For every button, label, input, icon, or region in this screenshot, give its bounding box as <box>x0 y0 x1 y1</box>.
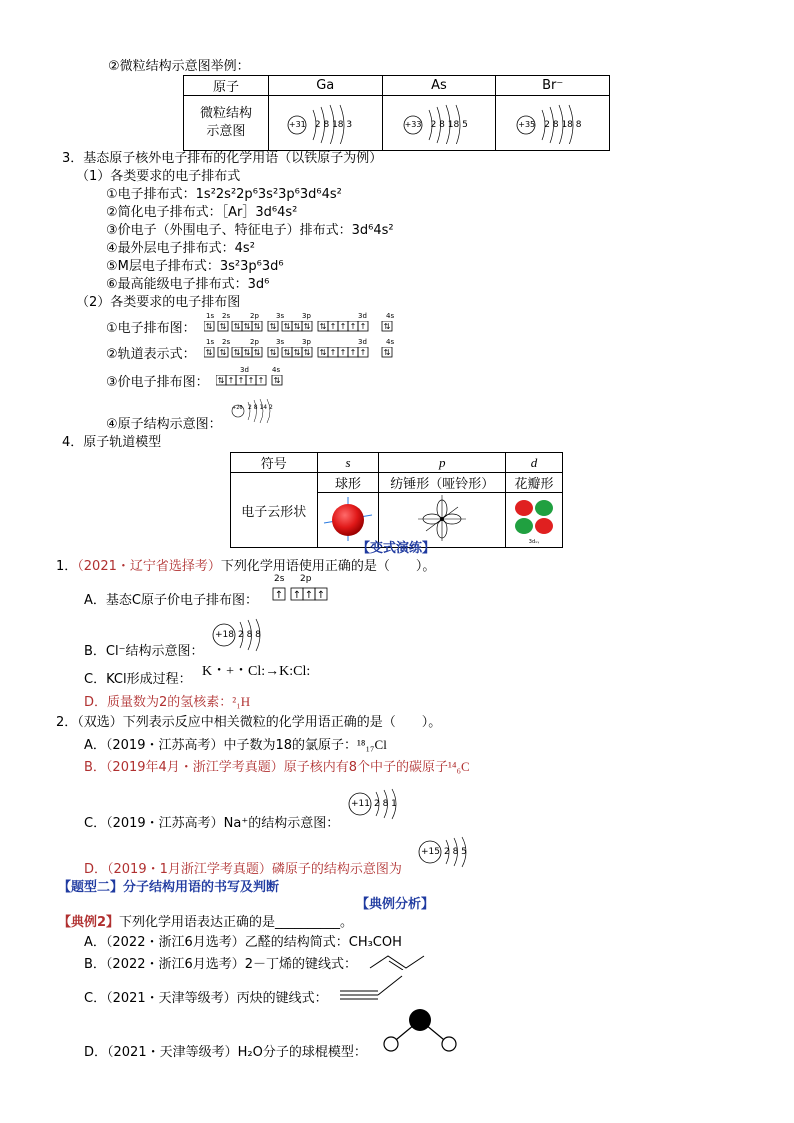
config-item-3: ③价电子（外围电子、特征电子）排布式：3d⁶4s² <box>106 223 394 238</box>
example-title: 【典例分析】 <box>356 897 435 912</box>
svg-text:⇅: ⇅ <box>383 322 391 331</box>
header-atom: 原子 <box>184 76 269 96</box>
svg-text:↑: ↑ <box>237 376 245 385</box>
ex2-stem: 【典例2】下列化学用语表达正确的是__________。 <box>58 915 354 930</box>
svg-text:↑: ↑ <box>349 322 357 331</box>
q1-option-b: B．Cl⁻结构示意图： <box>84 644 204 659</box>
svg-text:⇅: ⇅ <box>283 348 291 357</box>
header-diagram: 微粒结构示意图 <box>184 96 269 151</box>
config-item-1: ①电子排布式：1s²2s²2p⁶3s²3p⁶3d⁶4s² <box>106 187 342 202</box>
micro-section-title: ②微粒结构示意图举例： <box>108 59 250 74</box>
propyne-skeletal-formula <box>338 972 406 1002</box>
svg-text:↑: ↑ <box>292 590 302 601</box>
section3-sub2: （2）各类要求的电子排布图 <box>76 295 241 310</box>
svg-text:⇅: ⇅ <box>253 322 261 331</box>
atom-ga-name: Ga <box>268 76 382 96</box>
shape-s: 球形 <box>317 473 379 493</box>
config-item-6: ⑥最高能级电子排布式：3d⁶ <box>106 277 270 292</box>
q2-option-a: A．（2019・江苏高考）中子数为18的氯原子：¹⁸₁₇Cl <box>84 737 387 753</box>
svg-text:⇅: ⇅ <box>233 322 241 331</box>
header-s: s <box>317 453 379 473</box>
svg-text:⇅: ⇅ <box>243 348 251 357</box>
q1-option-d: D．质量数为2的氢核素：²₁H <box>84 694 251 710</box>
butene-skeletal-formula <box>368 952 428 970</box>
shape-p: 纺锤形（哑铃形） <box>379 473 506 493</box>
orbital-model-table <box>230 452 563 548</box>
diagram-label-1: ①电子排布图： <box>106 321 196 336</box>
svg-text:⇅: ⇅ <box>303 322 311 331</box>
svg-text:⇅: ⇅ <box>217 376 225 385</box>
practice-title: 【变式演练】 <box>357 541 436 556</box>
type2-title: 【题型二】分子结构用语的书写及判断 <box>58 880 280 895</box>
config-item-2: ②简化电子排布式：［Ar］3d⁶4s² <box>106 205 298 220</box>
diagram-label-4: ④原子结构示意图： <box>106 417 222 432</box>
ex2-option-d: D．（2021・天津等级考）H₂O分子的球棍模型： <box>84 1045 367 1060</box>
atom-as-name: As <box>382 76 496 96</box>
row-label-cloud: 电子云形状 <box>231 473 318 548</box>
svg-text:↑: ↑ <box>274 590 284 601</box>
config-item-4: ④最外层电子排布式：4s² <box>106 241 255 256</box>
config-item-5: ⑤M层电子排布式：3s²3p⁶3d⁶ <box>106 259 284 274</box>
svg-text:↑: ↑ <box>257 376 265 385</box>
svg-text:↑: ↑ <box>316 590 326 601</box>
d-orbital-image: 3dₓᵧ <box>506 493 563 548</box>
header-d: d <box>506 453 563 473</box>
q2-option-b: B．（2019年4月・浙江学考真题）原子核内有8个中子的碳原子¹⁴₆C <box>84 759 470 775</box>
kcl-formation: K・+・Cl:→K:Cl: <box>202 664 311 679</box>
svg-text:⇅: ⇅ <box>273 376 281 385</box>
svg-text:⇅: ⇅ <box>205 322 213 331</box>
section3-sub1: （1）各类要求的电子排布式 <box>76 169 241 184</box>
q1-option-a: A．基态C原子价电子排布图： <box>84 593 258 608</box>
svg-text:⇅: ⇅ <box>205 348 213 357</box>
p-orbital-image <box>379 493 506 548</box>
micro-structure-table <box>183 75 610 151</box>
cl-ion-diagram: +18 2 8 8 <box>210 618 270 652</box>
br-diagram: +35 2 8 18 8 <box>496 96 610 151</box>
svg-text:⇅: ⇅ <box>219 348 227 357</box>
q2-option-d: D．（2019・1月浙江学考真题）磷原子的结构示意图为 <box>84 862 402 877</box>
svg-text:↑: ↑ <box>339 348 347 357</box>
as-diagram: +33 2 8 18 5 <box>382 96 496 151</box>
svg-text:↑: ↑ <box>329 348 337 357</box>
svg-text:↑: ↑ <box>339 322 347 331</box>
svg-text:⇅: ⇅ <box>383 348 391 357</box>
svg-text:⇅: ⇅ <box>269 322 277 331</box>
diagram-label-2: ②轨道表示式： <box>106 347 196 362</box>
header-symbol: 符号 <box>231 453 318 473</box>
q1-stem: 1．（2021・辽宁省选择考）下列化学用语使用正确的是（ ）。 <box>56 559 436 574</box>
diagram-label-3: ③价电子排布图： <box>106 375 209 390</box>
atom-br-name: Br⁻ <box>496 76 610 96</box>
s-orbital-image <box>317 493 379 548</box>
section4-title: 4．原子轨道模型 <box>62 435 162 450</box>
svg-text:⇅: ⇅ <box>219 322 227 331</box>
ex2-option-c: C．（2021・天津等级考）丙炔的键线式： <box>84 991 328 1006</box>
svg-text:↑: ↑ <box>247 376 255 385</box>
shape-d: 花瓣形 <box>506 473 563 493</box>
svg-text:↑: ↑ <box>359 322 367 331</box>
svg-text:↑: ↑ <box>359 348 367 357</box>
na-ion-diagram: +11 2 8 1 <box>346 788 410 820</box>
section3-title: 3．基态原子核外电子排布的化学用语（以铁原子为例） <box>62 151 383 166</box>
q2-option-c: C．（2019・江苏高考）Na⁺的结构示意图： <box>84 816 340 831</box>
svg-text:⇅: ⇅ <box>233 348 241 357</box>
header-p: p <box>379 453 506 473</box>
ex2-option-a: A．（2022・浙江6月选考）乙醛的结构简式：CH₃COH <box>84 935 402 950</box>
ga-diagram: +31 2 8 18 3 <box>268 96 382 151</box>
svg-text:↑: ↑ <box>349 348 357 357</box>
svg-text:⇅: ⇅ <box>319 348 327 357</box>
svg-text:↑: ↑ <box>227 376 235 385</box>
svg-text:⇅: ⇅ <box>253 348 261 357</box>
ex2-option-b: B．（2022・浙江6月选考）2－丁烯的键线式： <box>84 957 358 972</box>
svg-text:⇅: ⇅ <box>319 322 327 331</box>
svg-text:⇅: ⇅ <box>293 322 301 331</box>
q2-stem: 2．（双选）下列表示反应中相关微粒的化学用语正确的是（ ）。 <box>56 715 442 730</box>
p-atom-diagram: +15 2 8 5 <box>416 836 480 868</box>
svg-text:↑: ↑ <box>304 590 314 601</box>
svg-text:⇅: ⇅ <box>269 348 277 357</box>
svg-text:⇅: ⇅ <box>243 322 251 331</box>
water-ball-stick-model <box>380 1006 462 1056</box>
svg-text:⇅: ⇅ <box>293 348 301 357</box>
fe-atom-diagram: +26 2 8 14 2 <box>230 398 280 424</box>
svg-text:⇅: ⇅ <box>303 348 311 357</box>
svg-text:⇅: ⇅ <box>283 322 291 331</box>
q1-option-c: C．KCl形成过程： <box>84 672 192 687</box>
svg-text:↑: ↑ <box>329 322 337 331</box>
